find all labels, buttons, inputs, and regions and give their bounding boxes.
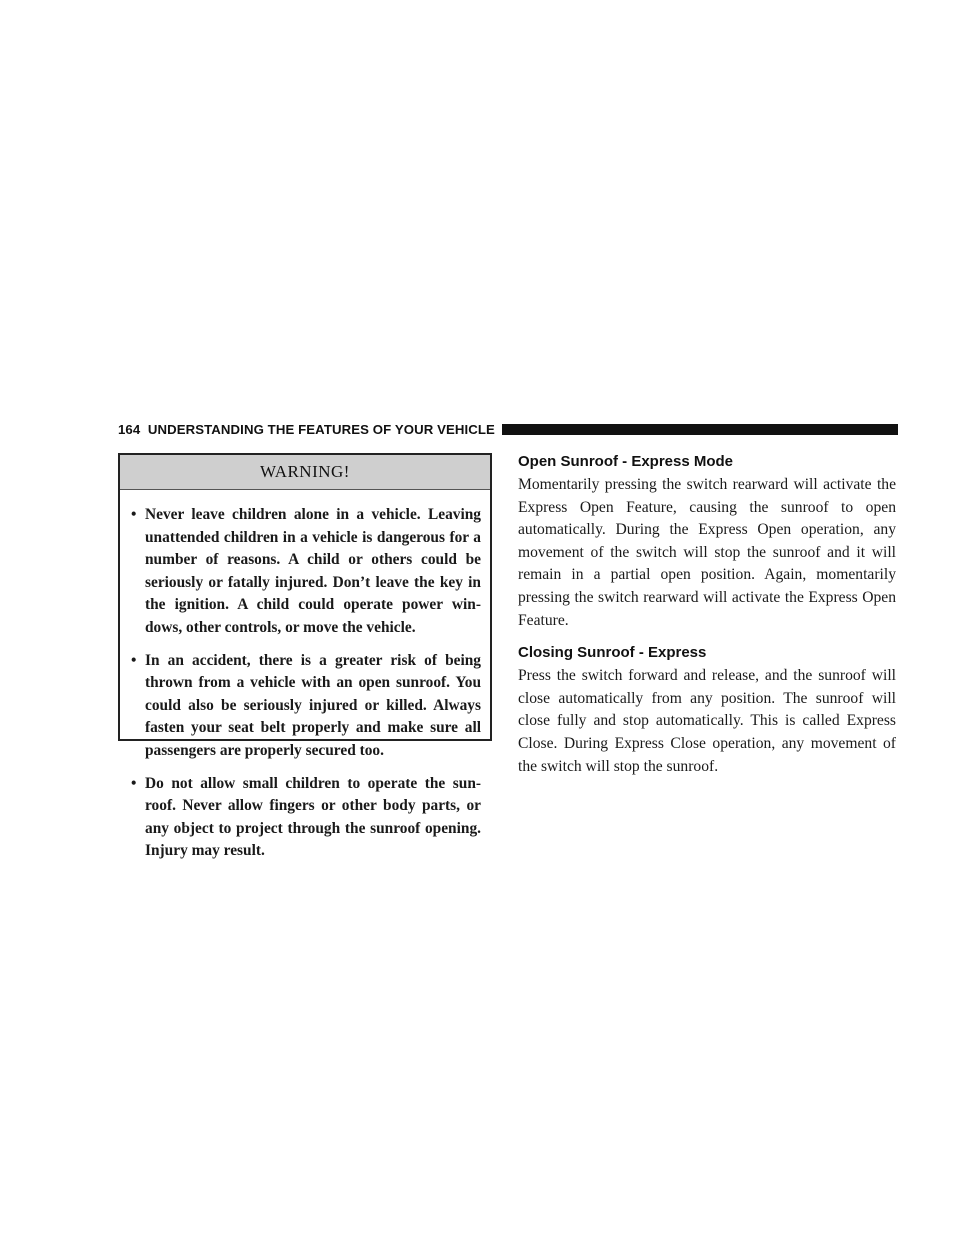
bullet-icon: • (131, 506, 137, 523)
warning-item-text: In an accident, there is a greater risk of being thrown from a vehicle with an open sunroof. You could also be seriously injured or killed. Always fasten your seat belt properly and make sure all passengers are properly secured too. (145, 651, 481, 759)
section-closing-sunroof-express (518, 643, 896, 778)
warning-title-band (120, 455, 490, 490)
section-heading: Open Sunroof - Express Mode (518, 453, 734, 470)
warning-item (131, 650, 481, 763)
section-open-sunroof-express (518, 452, 896, 632)
section-body: Press the switch forward and release, and the sunroof will close automatically from any position. The sunroof will close fully and stop automatically. This is called Express Close. During Express Close operation, any movement of the switch will stop the sunroof. (518, 667, 896, 775)
section-heading: Closing Sunroof - Express (518, 644, 707, 662)
warning-item (131, 773, 481, 863)
warning-list (120, 490, 490, 863)
warning-box (118, 453, 492, 860)
bullet-icon: • (131, 651, 137, 669)
warning-title: WARNING! (260, 462, 350, 481)
warning-item-text: Never leave children alone in a vehicle. Leaving unattended children in a vehicle is dangerous for a number of reasons. A child or others could be seriously or fatally injured. Don’t leave the key in the ignition. A child could operate power win-dows, other controls, or move the vehicle. (145, 506, 481, 636)
page-header (118, 418, 898, 440)
page-number: 164 (118, 421, 141, 437)
bullet-icon: • (131, 774, 137, 792)
section-title: UNDERSTANDING THE FEATURES OF YOUR VEHICLE (147, 421, 495, 437)
section-body: Momentarily pressing the switch rearward will activate the Express Open Feature, causing the sunroof to open automatically. During the Express Open operation, any movement of the switch will stop the sunroof and it will remain in a partial open position. Again, momentarily pressing the switch rearward will activate the Express Open Feature. (518, 476, 896, 629)
right-column (518, 452, 896, 778)
warning-item-text: Do not allow small children to operate the sun-roof. Never allow fingers or other body parts, or any object to project through the sunroof opening. Injury may result. (145, 774, 481, 860)
header-rule-bar (502, 424, 898, 435)
page-header-text (118, 422, 495, 437)
warning-item (131, 504, 481, 640)
